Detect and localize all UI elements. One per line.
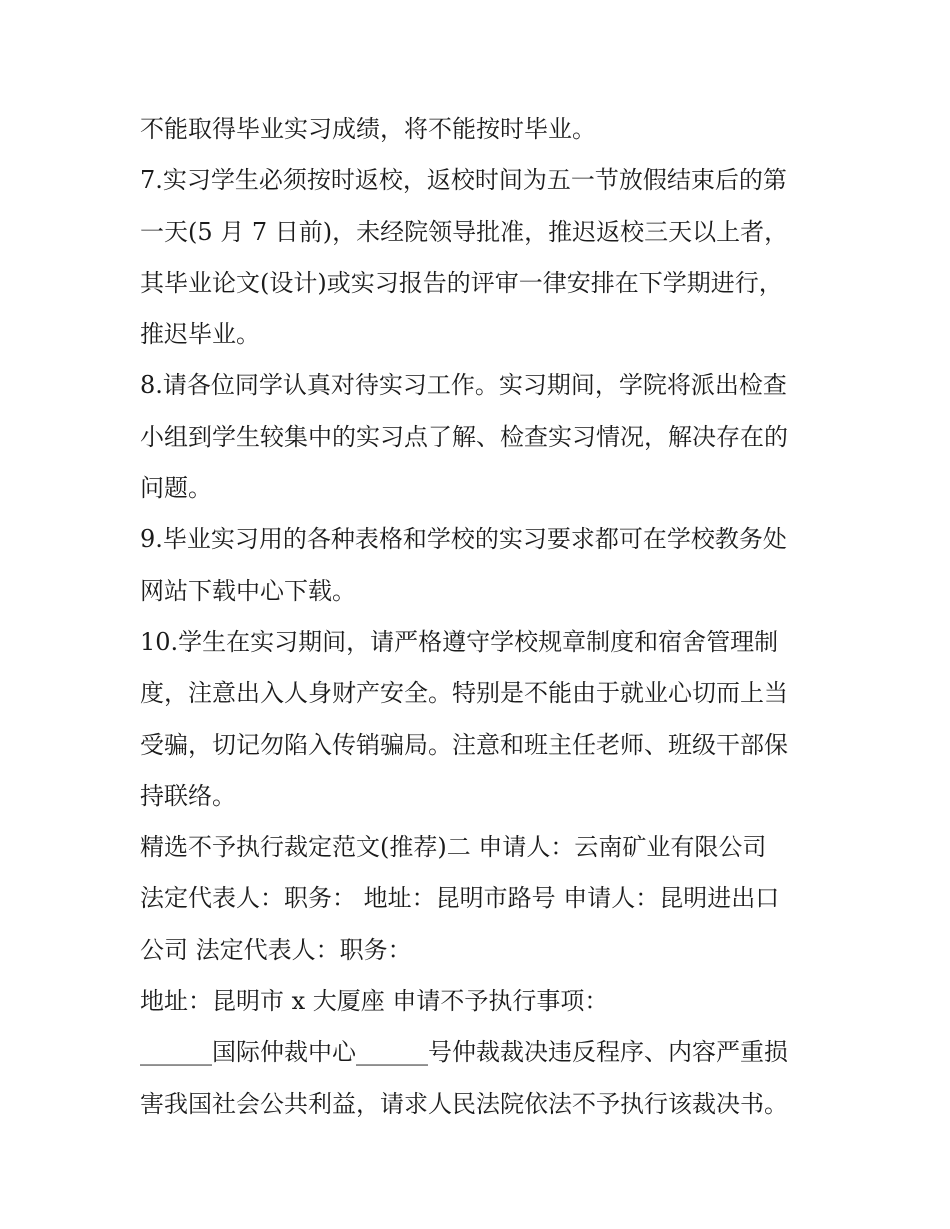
text-line: ______国际仲裁中心______号仲裁裁决违反程序、内容严重损: [140, 1038, 788, 1067]
document-body: [140, 104, 820, 1130]
text-line: 害我国社会公共利益，请求人民法院依法不予执行该裁决书。: [140, 1089, 788, 1118]
text-line: 9.毕业实习用的各种表格和学校的实习要求都可在学校教务处: [140, 525, 787, 554]
text-line: 受骗，切记勿陷入传销骗局。注意和班主任老师、班级干部保: [140, 730, 788, 759]
text-line: 8.请各位同学认真对待实习工作。实习期间，学院将派出检查: [140, 371, 787, 400]
text-line: 法定代表人：职务： 地址：昆明市路号 申请人：昆明进出口: [140, 884, 780, 913]
text-line: 度，注意出入人身财产安全。特别是不能由于就业心切而上当: [140, 679, 788, 708]
text-line: 一天(5 月 7 日前)，未经院领导批准，推迟返校三天以上者，: [140, 217, 789, 246]
text-line: 持联络。: [140, 781, 236, 810]
text-line: 其毕业论文(设计)或实习报告的评审一律安排在下学期进行，: [140, 268, 783, 297]
text-line: 地址：昆明市 x 大厦座 申请不予执行事项：: [140, 987, 609, 1016]
text-line: 10.学生在实习期间，请严格遵守学校规章制度和宿舍管理制: [140, 627, 779, 656]
text-line: 网站下载中心下载。: [140, 576, 356, 605]
text-line: 推迟毕业。: [140, 320, 260, 349]
text-line: 精选不予执行裁定范文(推荐)二 申请人：云南矿业有限公司: [140, 833, 767, 862]
text-line: 7.实习学生必须按时返校，返校时间为五一节放假结束后的第: [140, 166, 787, 195]
text-line: 小组到学生较集中的实习点了解、检查实习情况，解决存在的: [140, 422, 788, 451]
text-line: 不能取得毕业实习成绩，将不能按时毕业。: [140, 115, 596, 143]
text-line: 问题。: [140, 474, 212, 503]
text-line: 公司 法定代表人：职务：: [140, 935, 412, 964]
